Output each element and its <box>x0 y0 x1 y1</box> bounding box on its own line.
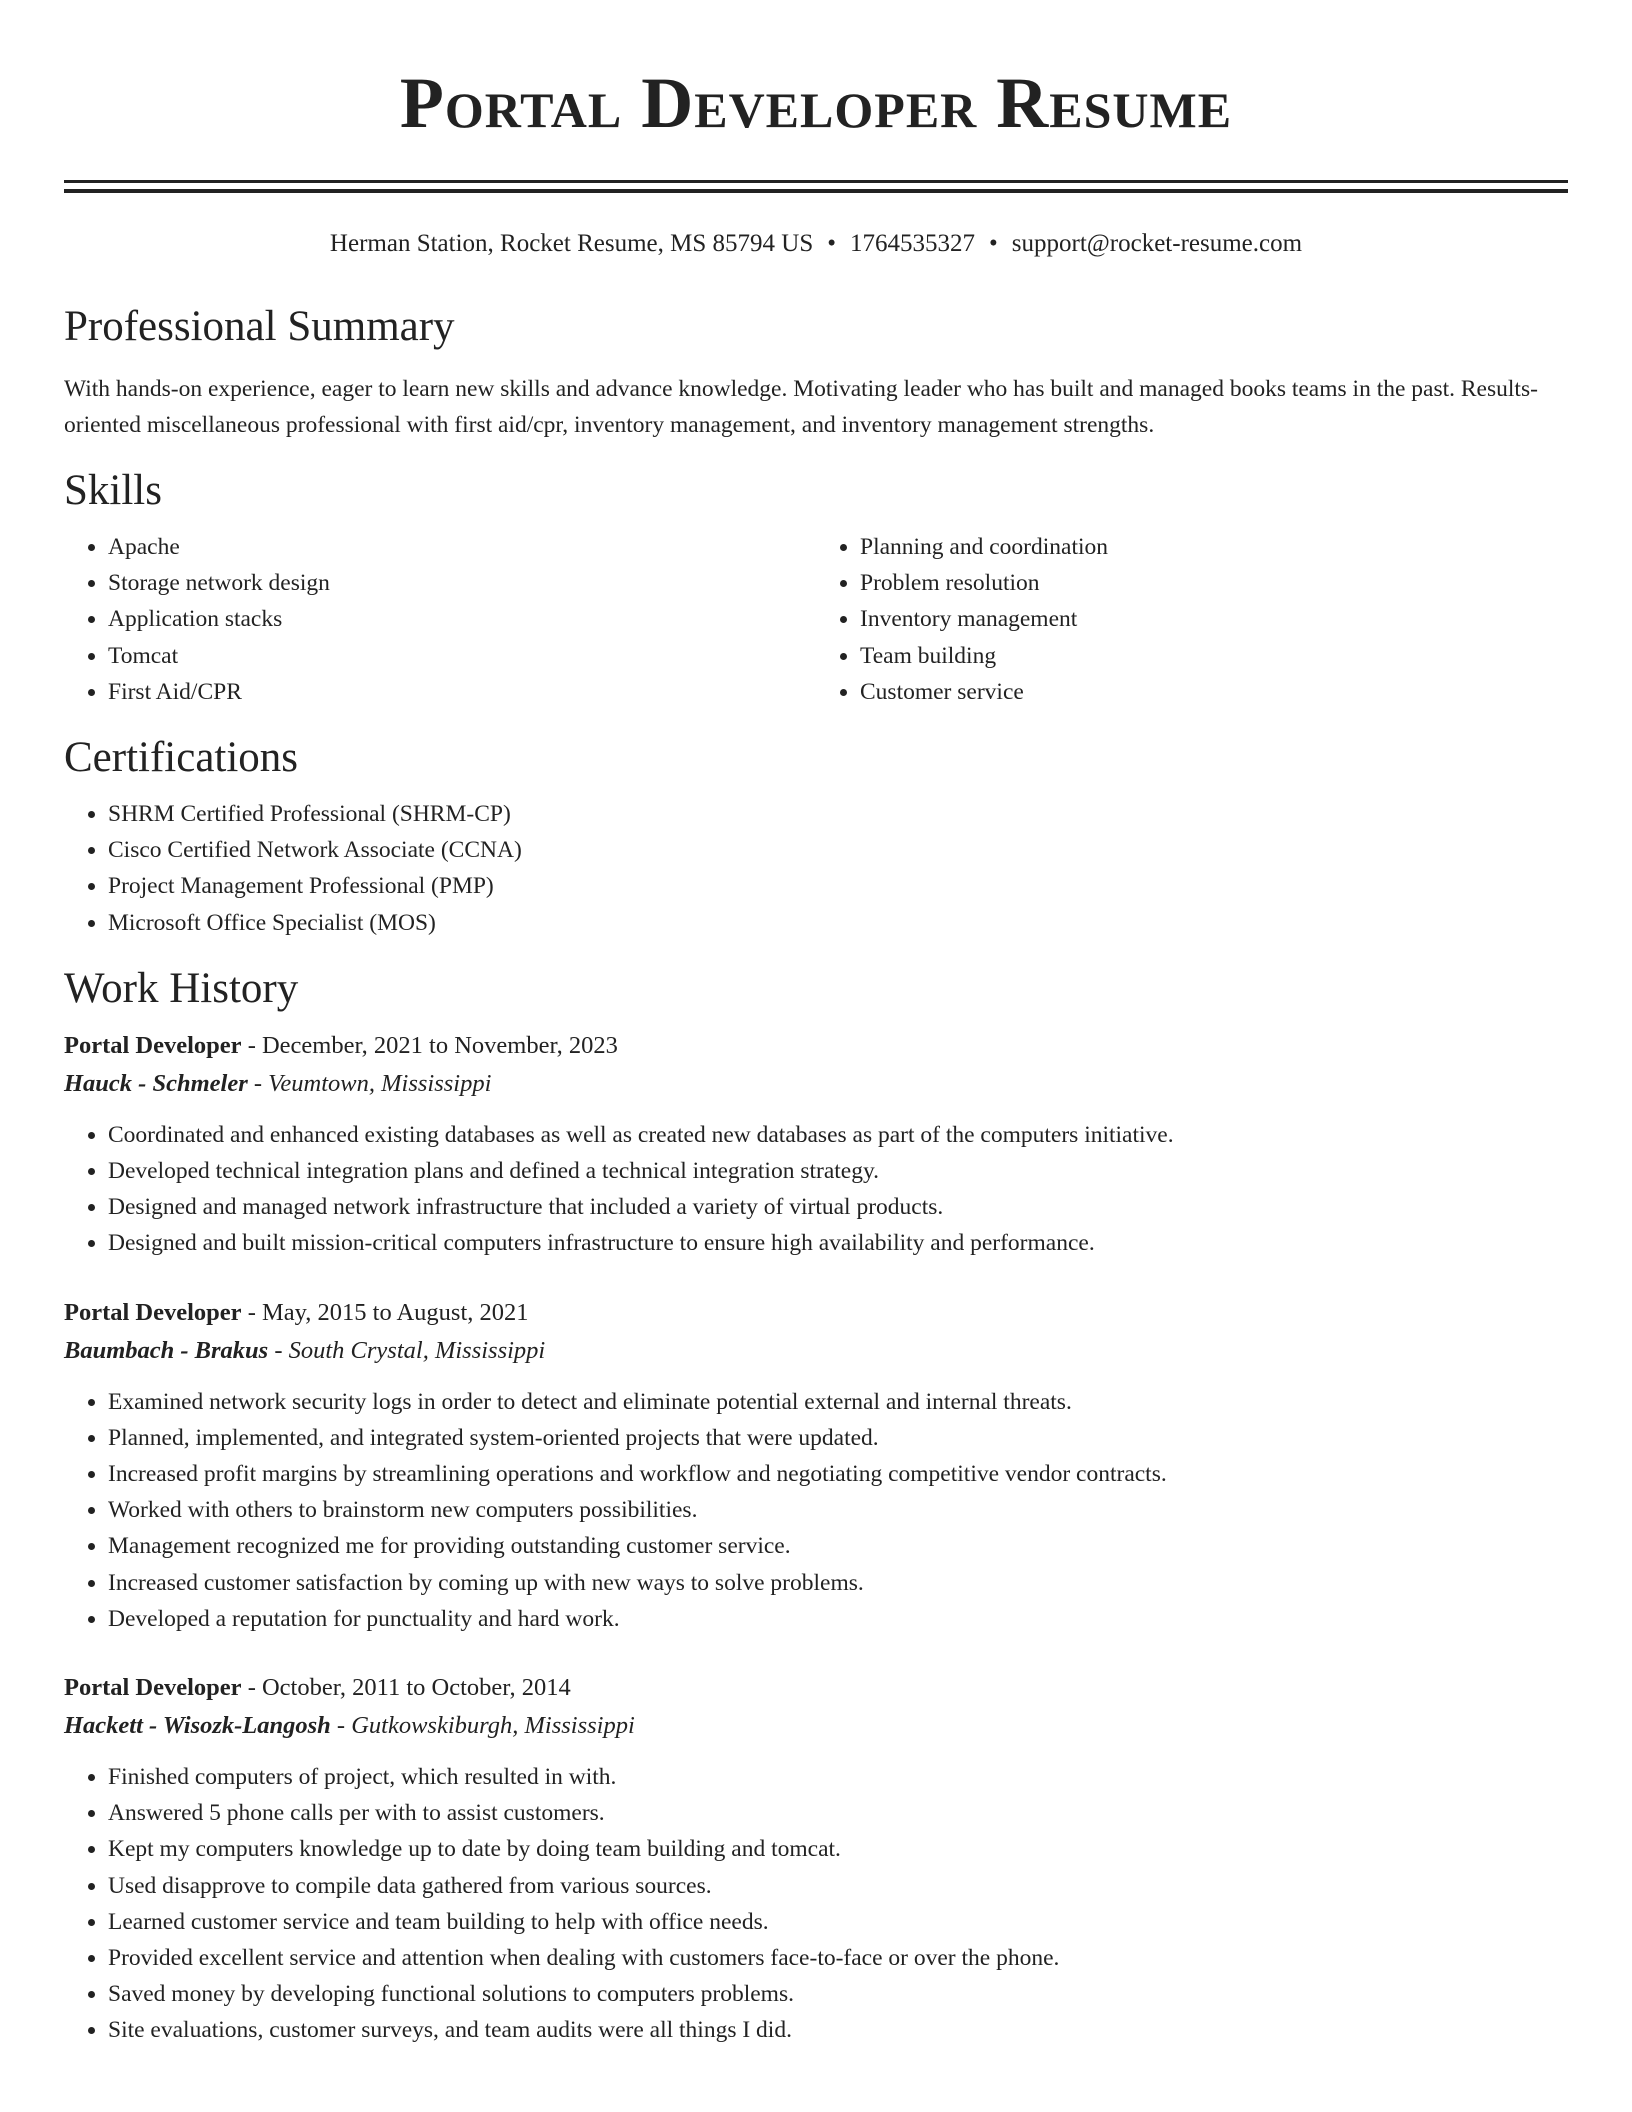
skills-heading: Skills <box>64 467 162 514</box>
job-company: Hackett - Wisozk-Langosh <box>64 1712 331 1740</box>
skills-section <box>64 465 1568 710</box>
job-entry <box>64 1027 1568 1262</box>
contact-line <box>64 227 1568 261</box>
skill-item: • Apache <box>108 529 816 565</box>
summary-heading: Professional Summary <box>64 303 455 350</box>
skills-list-left <box>64 529 816 710</box>
skill-item: • Inventory management <box>860 601 1568 637</box>
job-bullet: • Worked with others to brainstorm new computers possibilities. <box>108 1492 1568 1528</box>
job-bullet: • Learned customer service and team building to help with office needs. <box>108 1904 1568 1940</box>
job-bullet: • Finished computers of project, which resulted in with. <box>108 1759 1568 1795</box>
job-title-line <box>64 1027 1568 1065</box>
job-dates: - October, 2011 to October, 2014 <box>247 1674 571 1702</box>
skill-item: • Problem resolution <box>860 565 1568 601</box>
skill-item: • Tomcat <box>108 638 816 674</box>
job-location: - Gutkowskiburgh, Mississippi <box>336 1712 635 1740</box>
certification-item: • Cisco Certified Network Associate (CCNA) <box>108 832 1568 868</box>
certifications-heading: Certifications <box>64 734 299 782</box>
job-bullet: • Developed technical integration plans and defined a technical integration strategy. <box>108 1153 1568 1189</box>
job-bullet: • Provided excellent service and attention when dealing with customers face-to-face or over the phone. <box>108 1940 1568 1976</box>
skill-item: • Team building <box>860 638 1568 674</box>
contact-separator: • <box>989 230 998 257</box>
job-bullets <box>64 1117 1568 1262</box>
certification-item: • Project Management Professional (PMP) <box>108 868 1568 904</box>
job-title: Portal Developer <box>64 1674 242 1702</box>
job-bullet: • Kept my computers knowledge up to date by doing team building and tomcat. <box>108 1831 1568 1867</box>
work-history-heading: Work History <box>64 964 299 1012</box>
job-dates: - December, 2021 to November, 2023 <box>247 1031 618 1059</box>
job-bullet: • Examined network security logs in order to detect and eliminate potential external and internal threats. <box>108 1384 1568 1420</box>
job-entry <box>64 1294 1568 1637</box>
job-bullets <box>64 1759 1568 2049</box>
skill-item: • First Aid/CPR <box>108 674 816 710</box>
certifications-section <box>64 732 1568 941</box>
job-title-line <box>64 1669 1568 1707</box>
job-company-line <box>64 1065 1568 1103</box>
job-bullet: • Saved money by developing functional solutions to computers problems. <box>108 1976 1568 2012</box>
contact-phone: 1764535327 <box>850 230 975 257</box>
contact-separator: • <box>827 230 836 257</box>
skill-item: • Customer service <box>860 674 1568 710</box>
job-bullet: • Answered 5 phone calls per with to assist customers. <box>108 1795 1568 1831</box>
job-dates: - May, 2015 to August, 2021 <box>247 1298 529 1326</box>
job-bullet: • Management recognized me for providing outstanding customer service. <box>108 1528 1568 1564</box>
certifications-list <box>64 796 1568 941</box>
job-location: - Veumtown, Mississippi <box>253 1069 492 1097</box>
job-company-line <box>64 1332 1568 1370</box>
job-bullet: • Increased customer satisfaction by coming up with new ways to solve problems. <box>108 1565 1568 1601</box>
job-company: Hauck - Schmeler <box>64 1069 248 1097</box>
job-bullets <box>64 1384 1568 1637</box>
job-company-line <box>64 1707 1568 1745</box>
skill-item: • Planning and coordination <box>860 529 1568 565</box>
skills-list-right <box>816 529 1568 710</box>
job-company: Baumbach - Brakus <box>64 1336 269 1364</box>
job-bullet: • Developed a reputation for punctuality and hard work. <box>108 1601 1568 1637</box>
title-rule-top <box>64 180 1568 183</box>
job-bullet: • Designed and built mission-critical computers infrastructure to ensure high availability and performance. <box>108 1225 1568 1261</box>
contact-address: Herman Station, Rocket Resume, MS 85794 US <box>329 230 814 257</box>
job-bullet: • Used disapprove to compile data gathered from various sources. <box>108 1868 1568 1904</box>
job-bullet: • Increased profit margins by streamlining operations and workflow and negotiating competitive vendor contracts. <box>108 1456 1568 1492</box>
work-history-section <box>64 963 1568 2049</box>
job-bullet: • Coordinated and enhanced existing databases as well as created new databases as part of the computers initiative. <box>108 1117 1568 1153</box>
summary-text: With hands-on experience, eager to learn new skills and advance knowledge. Motivating leader who has built and managed books teams in the past. Results-oriented miscellaneous professional with first aid/cpr, inventory management, and inventory management strengths. <box>64 376 1538 438</box>
job-title: Portal Developer <box>64 1298 242 1326</box>
job-location: - South Crystal, Mississippi <box>274 1336 546 1364</box>
contact-email[interactable]: support@rocket-resume.com <box>1011 230 1303 257</box>
certification-item: • Microsoft Office Specialist (MOS) <box>108 905 1568 941</box>
job-bullet: • Planned, implemented, and integrated system-oriented projects that were updated. <box>108 1420 1568 1456</box>
job-bullet: • Designed and managed network infrastructure that included a variety of virtual products. <box>108 1189 1568 1225</box>
job-title-line <box>64 1294 1568 1332</box>
resume-title: Portal Developer Resume <box>399 63 1233 143</box>
skills-columns <box>64 517 1568 710</box>
certification-item: • SHRM Certified Professional (SHRM-CP) <box>108 796 1568 832</box>
summary-section <box>64 301 1568 443</box>
job-bullet: • Site evaluations, customer surveys, and team audits were all things I did. <box>108 2012 1568 2048</box>
skill-item: • Storage network design <box>108 565 816 601</box>
job-title: Portal Developer <box>64 1031 242 1059</box>
skill-item: • Application stacks <box>108 601 816 637</box>
title-rule-bottom <box>64 189 1568 193</box>
job-entry <box>64 1669 1568 2049</box>
